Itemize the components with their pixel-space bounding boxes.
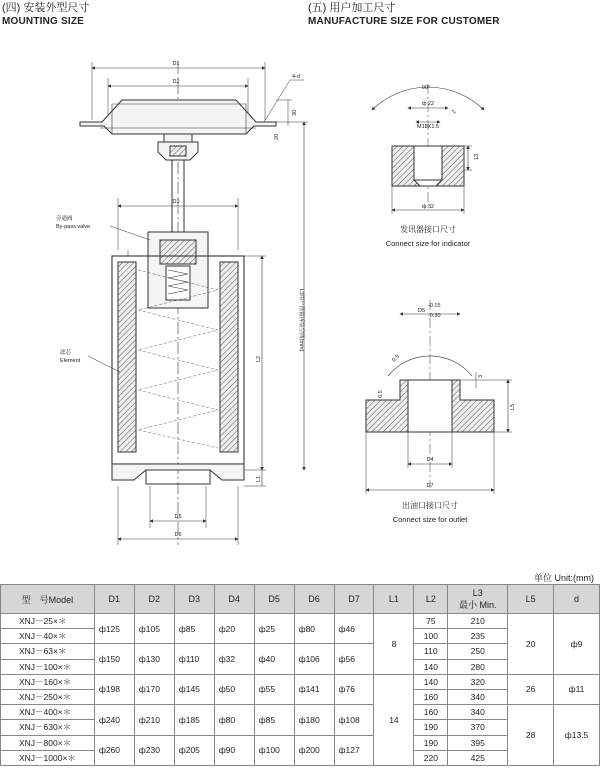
- cell-d3: ф205: [174, 735, 214, 765]
- col-l1: L1: [374, 585, 414, 614]
- label-d2: D2: [172, 79, 180, 85]
- cell-d3: ф145: [174, 674, 214, 704]
- cell-d1: ф125: [94, 614, 134, 644]
- label-l1: L1: [256, 475, 262, 482]
- cell-d7: ф76: [334, 674, 374, 704]
- cell-d5: ф100: [254, 735, 294, 765]
- label-bypass-en: By-pass valve: [56, 224, 91, 230]
- indicator-caption-cn: 发讯器接口尺寸: [400, 225, 456, 234]
- outlet-caption-cn: 出油口接口尺寸: [402, 501, 458, 510]
- cell-d4: ф90: [214, 735, 254, 765]
- col-d5: D5: [254, 585, 294, 614]
- cell-model: XNJ－800×＊: [1, 735, 95, 750]
- cell-d3: ф185: [174, 705, 214, 735]
- col-d1: D1: [94, 585, 134, 614]
- cell-d4: ф80: [214, 705, 254, 735]
- cell-l3: 370: [448, 720, 508, 735]
- cell-d5: ф55: [254, 674, 294, 704]
- cell-d2: ф130: [134, 644, 174, 674]
- cell-d7: ф127: [334, 735, 374, 765]
- manufacture-size-title-en: MANUFACTURE SIZE FOR CUSTOMER: [308, 16, 500, 27]
- spec-table: [0, 584, 600, 766]
- cell-model: XNJ－40×＊: [1, 629, 95, 644]
- cell-d4: ф50: [214, 674, 254, 704]
- cell-l2: 140: [414, 674, 448, 689]
- col-l2: L2: [414, 585, 448, 614]
- outlet-port-drawing: [366, 300, 512, 494]
- cell-d: ф11: [554, 674, 600, 704]
- col-model: 型 号Model: [1, 585, 95, 614]
- cell-l1: 14: [374, 674, 414, 765]
- cell-l5: 20: [508, 614, 554, 675]
- outlet-caption: [393, 500, 469, 524]
- cover-flange: [80, 100, 276, 134]
- label-thread: M18X1.5: [416, 124, 440, 130]
- label-20: 20: [274, 133, 280, 140]
- indicator-caption-en: Connect size for indicator: [385, 239, 471, 248]
- cell-l2: 140: [414, 659, 448, 674]
- technical-drawing: [0, 30, 600, 570]
- cell-l2: 100: [414, 629, 448, 644]
- mounting-size-title-en: MOUNTING SIZE: [2, 16, 85, 27]
- cell-l5: 26: [508, 674, 554, 704]
- cell-model: XNJ－630×＊: [1, 720, 95, 735]
- label-tol-lower: -0.30: [428, 313, 441, 319]
- cell-d2: ф230: [134, 735, 174, 765]
- label-4d: 4-d: [292, 74, 300, 80]
- cell-d1: ф240: [94, 705, 134, 735]
- manufacture-size-header: [308, 2, 500, 28]
- cell-l3: 250: [448, 644, 508, 659]
- cell-l2: 110: [414, 644, 448, 659]
- cell-d2: ф210: [134, 705, 174, 735]
- cell-d6: ф180: [294, 705, 334, 735]
- table-header-row: [1, 585, 600, 614]
- cell-l3: 425: [448, 750, 508, 765]
- cell-d6: ф200: [294, 735, 334, 765]
- cell-l2: 160: [414, 705, 448, 720]
- mounting-size-header: [2, 2, 89, 28]
- cell-l3: 280: [448, 659, 508, 674]
- cell-model: XNJ－63×＊: [1, 644, 95, 659]
- cell-model: XNJ－250×＊: [1, 689, 95, 704]
- label-element-en: Element: [60, 358, 81, 364]
- cell-d4: ф32: [214, 644, 254, 674]
- outlet-caption-en: Connect size for outlet: [392, 515, 468, 524]
- cell-model: XNJ－1000×＊: [1, 750, 95, 765]
- col-l3-label: L3: [472, 587, 483, 598]
- label-d1: D1: [172, 61, 180, 67]
- col-d7: D7: [334, 585, 374, 614]
- cell-d: ф9: [554, 614, 600, 675]
- label-outlet-d4: D4: [426, 457, 434, 463]
- cell-l2: 190: [414, 720, 448, 735]
- cell-d: ф13.5: [554, 705, 600, 766]
- cell-d7: ф56: [334, 644, 374, 674]
- cell-d3: ф85: [174, 614, 214, 644]
- cell-model: XNJ－400×＊: [1, 705, 95, 720]
- label-30: 30: [292, 109, 298, 116]
- label-outlet-d7: D7: [426, 483, 434, 489]
- cell-d1: ф260: [94, 735, 134, 765]
- label-d6: D6: [174, 532, 182, 538]
- col-l3: [448, 585, 508, 614]
- cell-l3: 210: [448, 614, 508, 629]
- cell-l2: 220: [414, 750, 448, 765]
- col-d6: D6: [294, 585, 334, 614]
- cell-model: XNJ－25×＊: [1, 614, 95, 629]
- cell-l3: 340: [448, 689, 508, 704]
- element-left-wall: [118, 262, 136, 452]
- cell-l5: 28: [508, 705, 554, 766]
- cell-d5: ф85: [254, 705, 294, 735]
- cell-l2: 160: [414, 689, 448, 704]
- label-angle: 90°: [421, 85, 431, 91]
- cell-d5: ф25: [254, 614, 294, 644]
- cell-model: XNJ－100×＊: [1, 659, 95, 674]
- label-d5: D5: [174, 514, 182, 520]
- col-d2: D2: [134, 585, 174, 614]
- mounting-size-title-cn: (四) 安装外型尺寸: [2, 2, 90, 14]
- cell-l3: 320: [448, 674, 508, 689]
- label-outlet-dim3: 3: [478, 374, 484, 378]
- label-chamfer-a: 0.5: [391, 353, 401, 364]
- col-d: d: [554, 585, 600, 614]
- label-outlet-d5: D5: [418, 308, 426, 314]
- col-l5: L5: [508, 585, 554, 614]
- cell-l3: 395: [448, 735, 508, 750]
- label-tol-upper: -0.15: [428, 303, 441, 309]
- cell-d6: ф106: [294, 644, 334, 674]
- cell-d1: ф198: [94, 674, 134, 704]
- col-l3-min: 最小 Min.: [458, 599, 497, 610]
- cell-d6: ф141: [294, 674, 334, 704]
- label-chamfer-b: 0.5: [378, 390, 384, 398]
- label-outlet-l5: L5: [510, 403, 516, 410]
- label-d3: D3: [172, 199, 180, 205]
- label-bypass-cn: 旁通阀: [56, 216, 73, 222]
- col-d4: D4: [214, 585, 254, 614]
- cell-model: XNJ－160×＊: [1, 674, 95, 689]
- cell-l3: 340: [448, 705, 508, 720]
- cell-d5: ф40: [254, 644, 294, 674]
- indicator-caption: [386, 224, 471, 248]
- cell-d7: ф108: [334, 705, 374, 735]
- cell-d2: ф105: [134, 614, 174, 644]
- table-row: [1, 705, 600, 720]
- cell-l2: 75: [414, 614, 448, 629]
- cell-d1: ф150: [94, 644, 134, 674]
- cell-l2: 190: [414, 735, 448, 750]
- label-dim13: 13: [474, 153, 480, 160]
- table-row: [1, 614, 600, 629]
- label-l3: L3用户预留拆装空间(mm): [298, 288, 304, 352]
- table-row: [1, 674, 600, 689]
- unit-label: 单位 Unit:(mm): [534, 573, 594, 583]
- label-element-cn: 滤芯: [60, 350, 72, 356]
- cell-d6: ф80: [294, 614, 334, 644]
- cell-d7: ф46: [334, 614, 374, 644]
- cell-d2: ф170: [134, 674, 174, 704]
- element-right-wall: [220, 262, 238, 452]
- cell-l1: 8: [374, 614, 414, 675]
- label-dim2: 2: [451, 109, 458, 116]
- label-l2: L2: [256, 355, 262, 362]
- col-d3: D3: [174, 585, 214, 614]
- cell-d3: ф110: [174, 644, 214, 674]
- cell-d4: ф20: [214, 614, 254, 644]
- label-phi22: ф 22: [421, 101, 435, 107]
- label-phi32: ф 32: [421, 204, 435, 210]
- manufacture-size-title-cn: (五) 用户加工尺寸: [308, 2, 396, 14]
- cell-l3: 235: [448, 629, 508, 644]
